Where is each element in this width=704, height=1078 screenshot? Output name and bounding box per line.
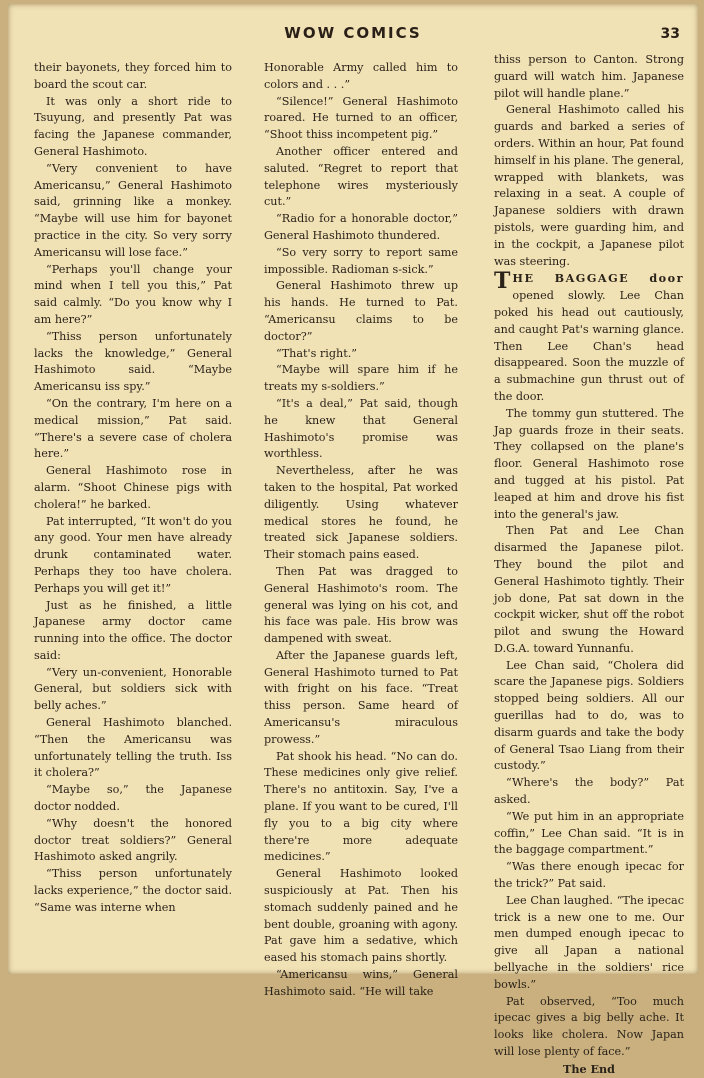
story-paragraph: “Silence!” General Hashimoto roared. He turned to an officer, “Shoot thiss incompetent pig.” [264,94,458,142]
section-lead-in: HE BAGGAGE door [512,271,684,286]
story-paragraph: “Why doesn't the honored doctor treat soldiers?” General Hashimoto asked angrily. [34,816,232,864]
story-paragraph: General Hashimoto looked suspiciously at Pat. Then his stomach suddenly pained and he bent double, groaning with agony. Pat gave him a sedative, which eased his stomach pains shortly. [264,867,458,965]
story-paragraph [494,270,684,405]
story-paragraph: It was only a short ride to Tsuyung, and presently Pat was facing the Japanese commander, General Hashimoto. [34,94,232,158]
story-paragraph: The tommy gun stuttered. The Jap guards froze in their seats. They collapsed on the plane's floor. General Hashimoto rose and tugged at his pistol. Pat leaped at him and drove his fist into the general's jaw. [494,406,684,521]
story-paragraph: Pat shook his head. “No can do. These medicines only give relief. There's no antitoxin. Say, I've a plane. If you want to be cured, I'll fly you to a big city where there're more adequate medicines.” [264,749,458,864]
story-paragraph: Then Pat was dragged to General Hashimoto's room. The general was lying on his cot, and his face was pale. His brow was dampened with sweat. [264,564,458,646]
story-paragraph: “It's a deal,” Pat said, though he knew that General Hashimoto's promise was worthless. [264,396,458,461]
story-paragraph: General Hashimoto threw up his hands. He turned to Pat. “Americansu claims to be doctor?” [264,279,458,343]
text-column-1 [34,60,232,917]
story-paragraph: Nevertheless, after he was taken to the hospital, Pat worked diligently. Using whatever medical stores he found, he treated sick Japanese soldiers. Their stomach pains eased. [264,464,458,562]
drop-cap: T [494,268,511,295]
paragraph-text: opened slowly. Lee Chan poked his head out cautiously, and caught Pat's warning glance. Then Lee Chan's head disappeared. Soon the muzzle of a submachine gun thrust out of the door. [494,289,684,403]
story-paragraph: “Maybe will spare him if he treats my s-soldiers.” [264,363,458,394]
story-paragraph: “Where's the body?” Pat asked. [494,776,684,807]
story-paragraph: Lee Chan laughed. “The ipecac trick is a new one to me. Our men dumped enough ipecac to give all Japan a national bellyache in the soldiers' rice bowls.” [494,893,684,991]
text-column-3 [494,52,684,1078]
story-paragraph: Pat interrupted, “It won't do you any good. Your men have already drunk contaminated water. Perhaps they too have cholera. Perhaps you will get it!” [34,514,232,595]
magazine-title: WOW COMICS [284,24,422,42]
story-end-label: The End [563,1061,615,1076]
story-paragraph: Lee Chan said, “Cholera did scare the Japanese pigs. Soldiers stopped being soldiers. All our guerillas had to do, was to disarm guards and take the body of General Tsao Liang from their custody.” [494,658,684,773]
text-column-2 [264,60,458,1001]
story-paragraph: Honorable Army called him to colors and . . .” [264,61,458,91]
comic-page [8,4,698,1076]
story-paragraph: “On the contrary, I'm here on a medical mission,” Pat said. “There's a severe case of cholera here.” [34,396,232,461]
story-paragraph: Just as he finished, a little Japanese army doctor came running into the office. The doctor said: [34,598,232,662]
story-paragraph: “That's right.” [276,346,357,360]
story-paragraph: “Maybe so,” the Japanese doctor nodded. [34,783,232,814]
story-paragraph: “Thiss person unfortunately lacks the knowledge,” General Hashimoto said. “Maybe Americansu iss spy.” [34,329,232,394]
story-paragraph: General Hashimoto rose in alarm. “Shoot Chinese pigs with cholera!” he barked. [34,464,232,511]
story-paragraph: Then Pat and Lee Chan disarmed the Japanese pilot. They bound the pilot and General Hashimoto tightly. Their job done, Pat sat down in the cockpit wicker, shut off the robot pilot and swung the Howard D.G.A. toward Yunnanfu. [494,524,684,655]
story-paragraph: “Perhaps you'll change your mind when I tell you this,” Pat said calmly. “Do you know why I am here?” [34,262,232,326]
story-paragraph: “So very sorry to report same impossible. Radioman s-sick.” [264,245,458,276]
story-paragraph: After the Japanese guards left, General Hashimoto turned to Pat with fright on his face. “Treat thiss person. Same heard of Americansu's miraculous prowess.” [264,648,458,746]
story-paragraph: Pat observed, “Too much ipecac gives a big belly ache. It looks like cholera. Now Japan will lose plenty of face.” [494,994,684,1059]
story-paragraph: General Hashimoto called his guards and barked a series of orders. Within an hour, Pat found himself in his plane. The general, wrapped with blankets, was relaxing in a seat. A couple of Japanese soldiers with drawn pistols, were guarding him, and in the cockpit, a Japanese pilot was steering. [494,103,684,268]
story-paragraph: “Very convenient to have Americansu,” General Hashimoto said, grinning like a monkey. “Maybe will use him for bayonet practice in the city. So very sorry Americansu will lose face.” [34,161,232,259]
story-paragraph: Another officer entered and saluted. “Regret to report that telephone wires mysteriously cut.” [264,144,458,209]
story-paragraph: thiss person to Canton. Strong guard will watch him. Japanese pilot will handle plane.” [494,53,684,100]
story-paragraph: “Radio for a honorable doctor,” General Hashimoto thundered. [264,212,458,242]
story-paragraph: their bayonets, they forced him to board the scout car. [34,61,232,91]
story-paragraph: General Hashimoto blanched. “Then the Americansu was unfortunately telling the truth. Iss it cholera?” [34,716,232,780]
story-paragraph: “Very un-convenient, Honorable General, but soldiers sick with belly aches.” [34,665,232,713]
story-paragraph: “Americansu wins,” General Hashimoto said. “He will take [264,968,458,998]
story-paragraph: “Thiss person unfortunately lacks experience,” the doctor said. “Same was interne when [34,867,232,914]
page-number: 33 [660,26,680,42]
story-paragraph: “Was there enough ipecac for the trick?” Pat said. [494,860,684,891]
story-paragraph: “We put him in an appropriate coffin,” Lee Chan said. “It is in the baggage compartment.” [494,809,684,857]
